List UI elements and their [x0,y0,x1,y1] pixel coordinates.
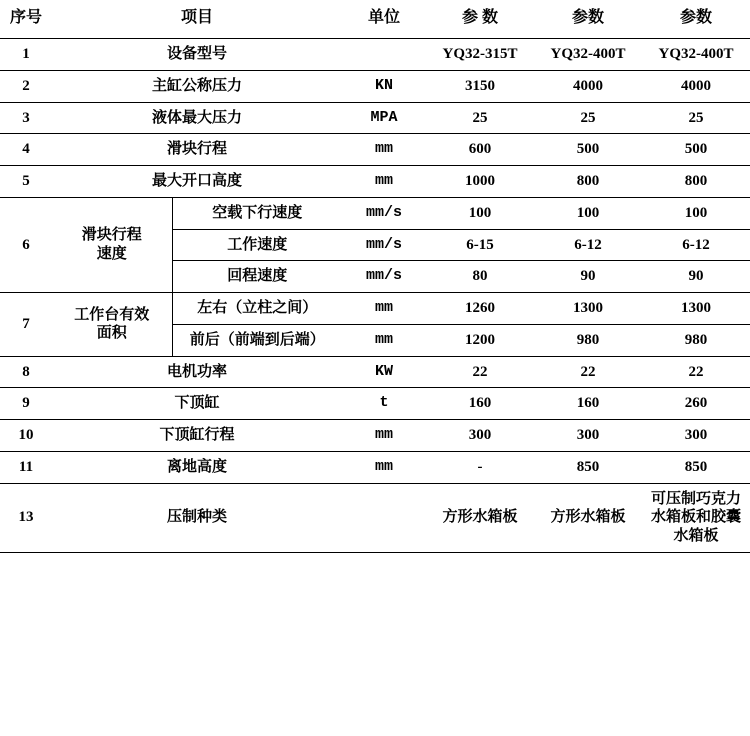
row-unit: mm [342,134,426,166]
row-value-2: 方形水箱板 [534,483,642,552]
row-value-1: 方形水箱板 [426,483,534,552]
table-header-row [0,0,750,39]
row-value-2: 500 [534,134,642,166]
row-no: 7 [0,293,52,357]
row-value-2: 800 [534,166,642,198]
row-subitem: 左右（立柱之间） [172,293,342,325]
row-value-3: YQ32-400T [642,39,750,71]
row-value-3: 980 [642,324,750,356]
row-value-1: 1000 [426,166,534,198]
table-row [0,102,750,134]
header-cell-param-1: 参 数 [426,0,534,39]
row-unit: mm/s [342,197,426,229]
row-value-3: 500 [642,134,750,166]
row-no: 11 [0,451,52,483]
row-value-2: 300 [534,420,642,452]
row-value-1: YQ32-315T [426,39,534,71]
table-row-group-7 [0,293,750,325]
row-item: 主缸公称压力 [52,70,342,102]
row-unit: t [342,388,426,420]
row-no: 1 [0,39,52,71]
row-subitem: 前后（前端到后端） [172,324,342,356]
table-row [0,39,750,71]
row-value-3: 850 [642,451,750,483]
row-item: 下顶缸行程 [52,420,342,452]
header-cell-no: 序号 [0,0,52,39]
row-item-line-1: 滑块行程 [81,227,142,244]
row-item-line-2: 面积 [96,325,127,342]
row-subitem: 工作速度 [172,229,342,261]
row-value-1: 6-15 [426,229,534,261]
row-unit: mm/s [342,229,426,261]
row-value-3: 100 [642,197,750,229]
row-unit [342,39,426,71]
row-value-3: 800 [642,166,750,198]
header-cell-param-2: 参数 [534,0,642,39]
row-value-3: 可压制巧克力水箱板和胶囊水箱板 [642,483,750,552]
row-value-3: 1300 [642,293,750,325]
row-unit: KN [342,70,426,102]
row-item-line-2: 速度 [96,245,127,262]
row-value-2: YQ32-400T [534,39,642,71]
row-value-3: 6-12 [642,229,750,261]
row-value-2: 22 [534,356,642,388]
row-value-1: 80 [426,261,534,293]
table-row-13 [0,483,750,552]
row-value-2: 1300 [534,293,642,325]
row-value-1: 160 [426,388,534,420]
row-value-1: 25 [426,102,534,134]
row-item: 最大开口高度 [52,166,342,198]
row-value-3: 22 [642,356,750,388]
row-unit: mm [342,166,426,198]
row-value-3: 300 [642,420,750,452]
row-value-1: 600 [426,134,534,166]
row-value-2: 100 [534,197,642,229]
row-value-1: 1260 [426,293,534,325]
row-unit: mm [342,293,426,325]
row-no: 13 [0,483,52,552]
table-row [0,70,750,102]
row-value-2: 4000 [534,70,642,102]
row-no: 4 [0,134,52,166]
row-unit: mm [342,324,426,356]
header-cell-unit: 单位 [342,0,426,39]
table-row [0,166,750,198]
row-value-3: 90 [642,261,750,293]
row-item: 电机功率 [52,356,342,388]
row-value-1: 1200 [426,324,534,356]
row-no: 10 [0,420,52,452]
row-no: 6 [0,197,52,292]
row-value-3: 4000 [642,70,750,102]
row-no: 8 [0,356,52,388]
row-value-1: 22 [426,356,534,388]
row-value-3: 25 [642,102,750,134]
row-unit: mm [342,451,426,483]
row-subitem: 空载下行速度 [172,197,342,229]
row-value-1: 3150 [426,70,534,102]
row-item-group [52,197,172,292]
header-cell-item: 项目 [52,0,342,39]
row-value-2: 160 [534,388,642,420]
table-row [0,134,750,166]
row-item: 下顶缸 [52,388,342,420]
table-row [0,388,750,420]
row-value-2: 6-12 [534,229,642,261]
row-item: 液体最大压力 [52,102,342,134]
row-unit: KW [342,356,426,388]
row-value-1: - [426,451,534,483]
table-row-group-6 [0,197,750,229]
row-item: 压制种类 [52,483,342,552]
row-no: 5 [0,166,52,198]
row-value-2: 980 [534,324,642,356]
row-value-2: 25 [534,102,642,134]
row-unit: MPA [342,102,426,134]
row-no: 3 [0,102,52,134]
row-unit [342,483,426,552]
table-row [0,451,750,483]
row-subitem: 回程速度 [172,261,342,293]
row-item-line-1: 工作台有效 [74,306,150,323]
row-item: 滑块行程 [52,134,342,166]
header-cell-param-3: 参数 [642,0,750,39]
table-row [0,420,750,452]
row-unit: mm/s [342,261,426,293]
row-no: 2 [0,70,52,102]
row-item: 离地高度 [52,451,342,483]
row-value-1: 300 [426,420,534,452]
row-value-3: 260 [642,388,750,420]
row-item-group [52,293,172,357]
row-value-2: 90 [534,261,642,293]
row-value-2: 850 [534,451,642,483]
row-unit: mm [342,420,426,452]
row-no: 9 [0,388,52,420]
table-row [0,356,750,388]
row-item: 设备型号 [52,39,342,71]
row-value-1: 100 [426,197,534,229]
